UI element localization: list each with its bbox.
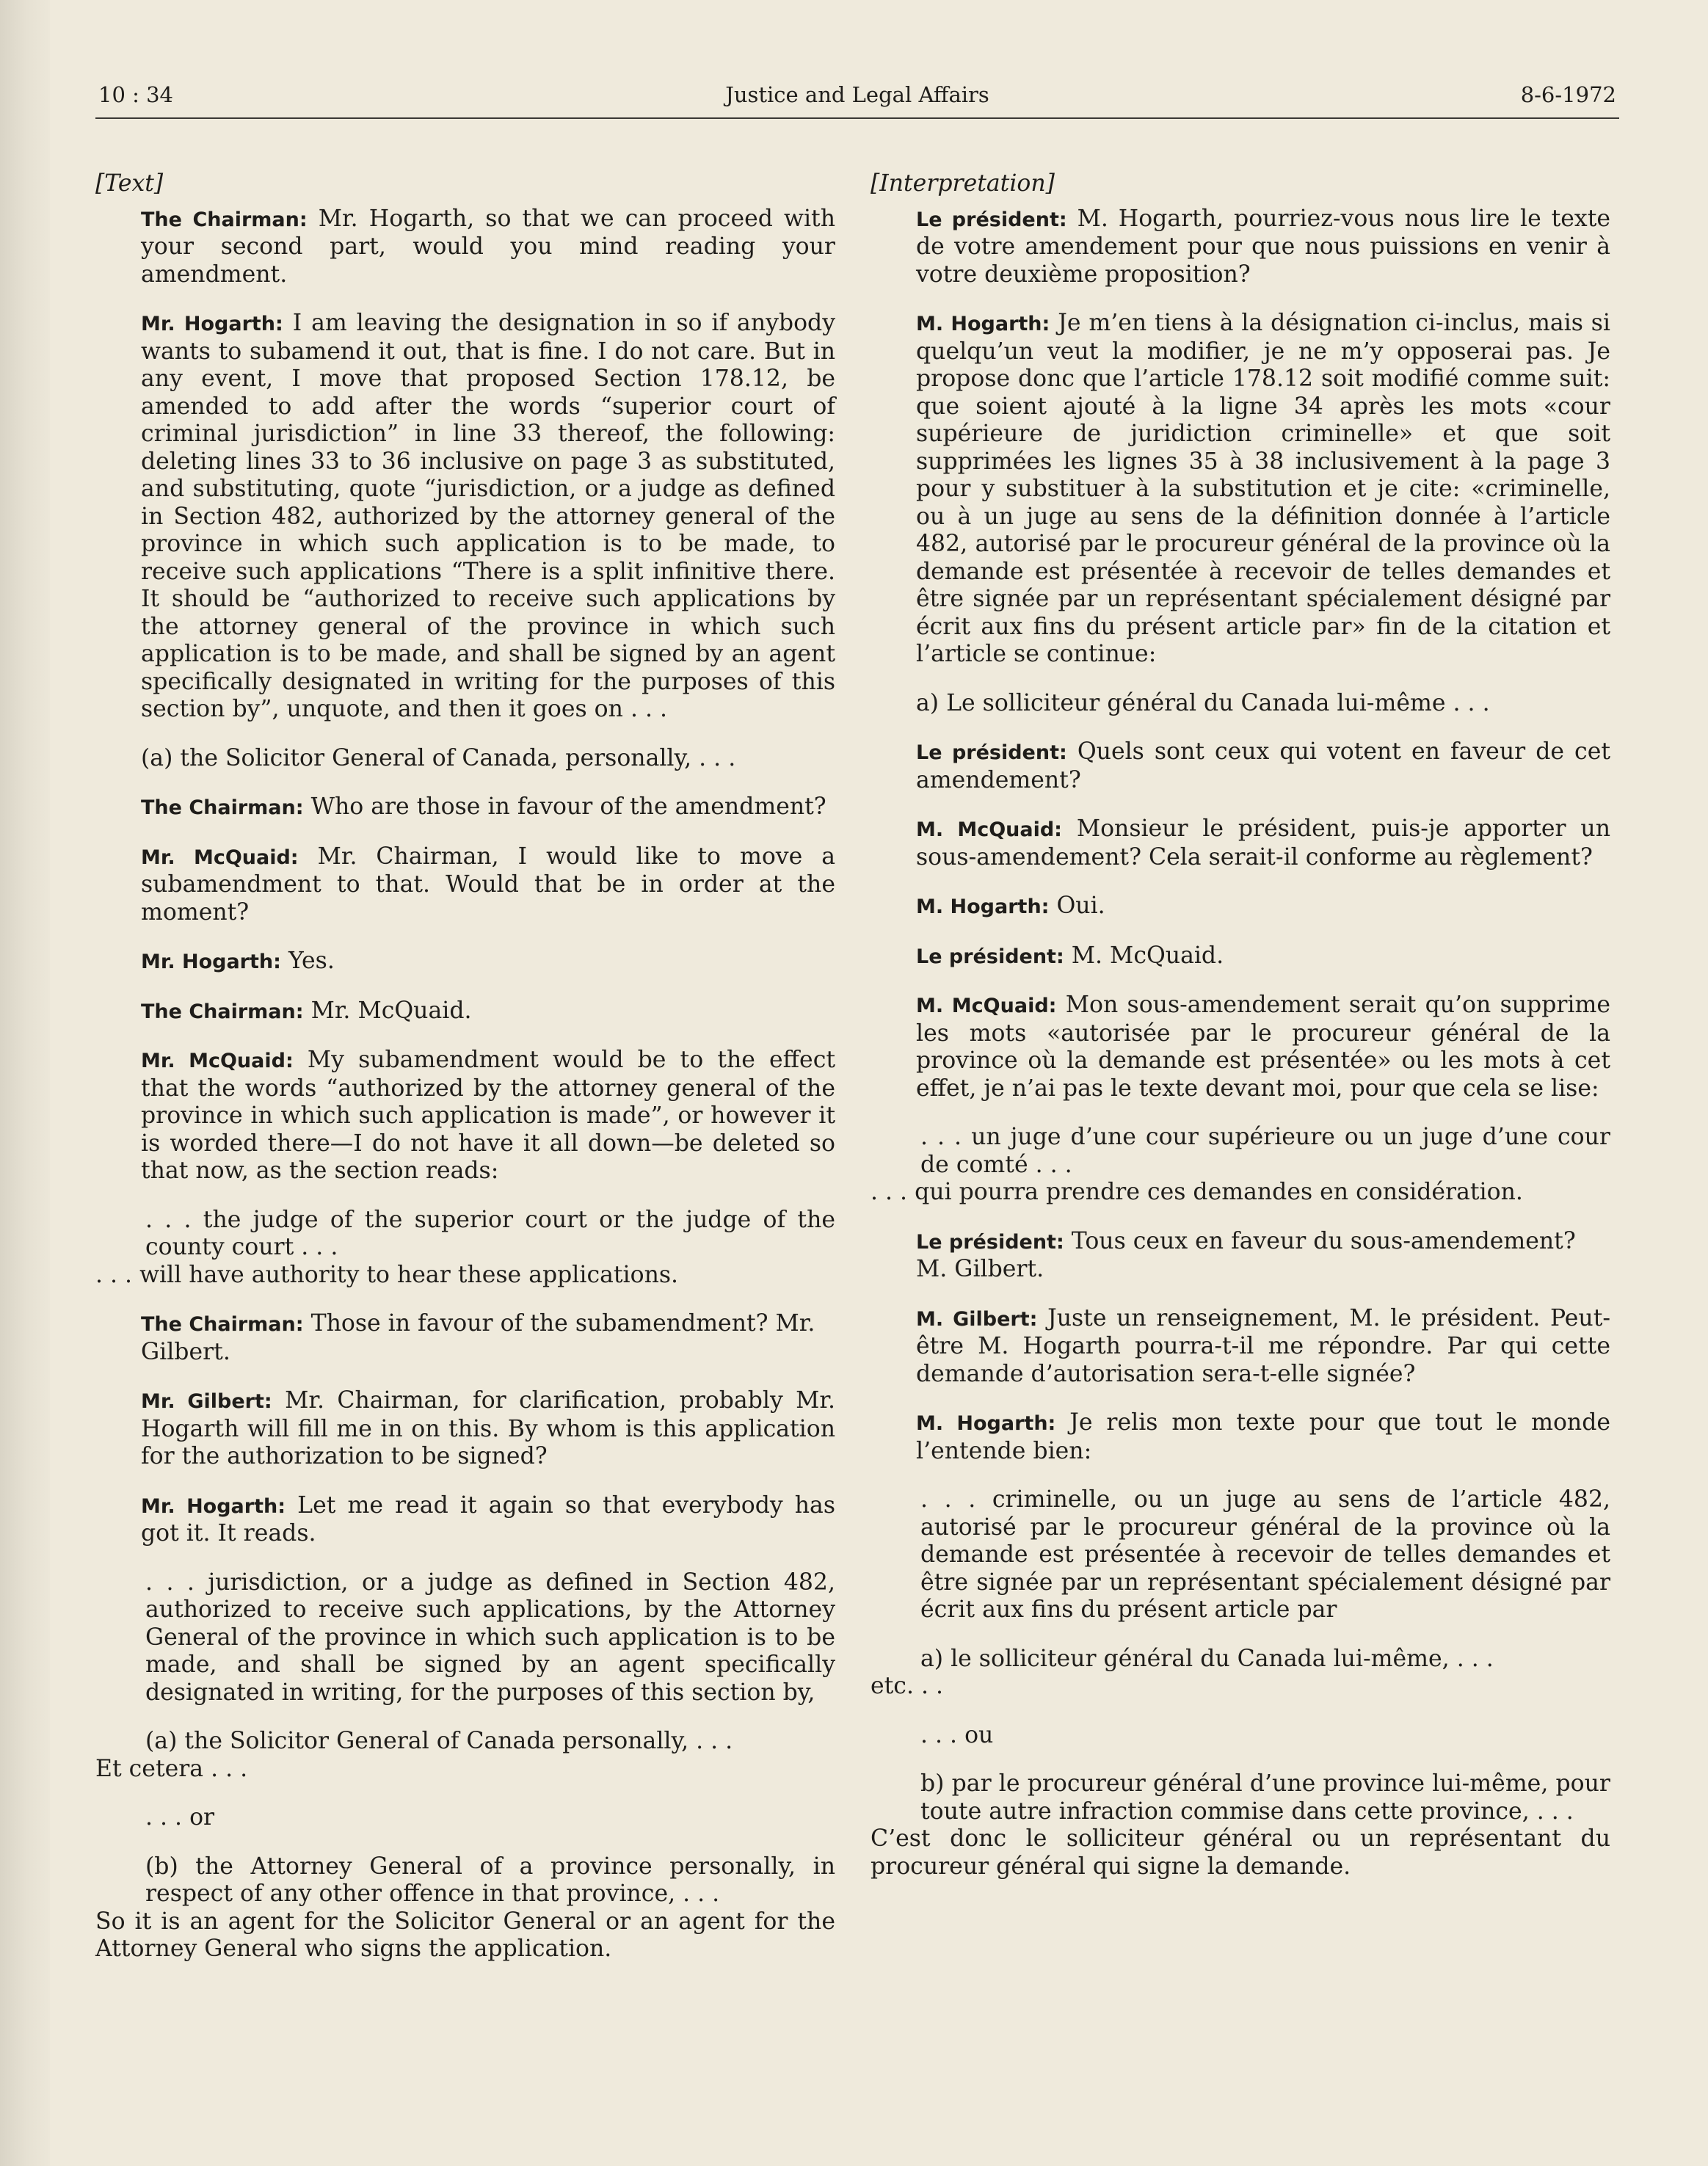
speech-text: Yes.	[288, 948, 335, 974]
speaker-name: Mr. Hogarth:	[141, 313, 283, 335]
quoted-item	[871, 690, 1610, 718]
english-column	[95, 170, 835, 1985]
speech-paragraph	[95, 1047, 835, 1185]
quoted-text: (a) the Solicitor General of Canada personally, . . .	[145, 1728, 733, 1754]
speech-block	[95, 1047, 835, 1185]
speaker-name: Le président:	[916, 741, 1067, 764]
speech-text: Those in favour of the subamendment? Mr. Gilbert.	[141, 1310, 815, 1365]
page-binding-edge	[0, 0, 50, 2166]
speech-paragraph	[871, 893, 1610, 921]
quoted-text: . . . the judge of the superior court or the judge of the county court . . .	[145, 1206, 835, 1260]
speech-block	[871, 942, 1610, 971]
speech-text: Mr. Hogarth, so that we can proceed with your second part, would you mind reading your amendment.	[141, 205, 835, 288]
speaker-name: M. Hogarth:	[916, 895, 1050, 918]
speech-block	[95, 948, 835, 976]
quoted-item	[95, 1728, 835, 1783]
quoted-item	[95, 1804, 835, 1832]
speech-text: Mr. Chairman, for clarification, probably Mr. Hogarth will fill me in on this. By whom is this application for the authorization to be signed?	[141, 1387, 836, 1469]
speech-text: Mr. McQuaid.	[310, 997, 472, 1024]
speech-block	[871, 1228, 1610, 1284]
speech-text: Tous ceux en faveur du sous-amendement? M. Gilbert.	[916, 1227, 1576, 1282]
speaker-name: M. McQuaid:	[916, 818, 1062, 841]
continuation-text: . . . will have authority to hear these applications.	[95, 1261, 679, 1288]
speech-paragraph	[871, 1228, 1610, 1284]
speech-block	[871, 992, 1610, 1102]
quoted-item	[95, 1853, 835, 1963]
speech-paragraph	[95, 1492, 835, 1548]
continuation-text: So it is an agent for the Solicitor General or an agent for the Attorney General who signs the application.	[95, 1908, 835, 1962]
continuation-text: C’est donc le solliciteur général ou un représentant du procureur général qui signe la demande.	[871, 1825, 1610, 1880]
speech-text: I am leaving the designation in so if anybody wants to subamend it out, that is fine. I do not care. But in any event, I move that proposed Section 178.12, be amended to add after the words “superior court of criminal jurisdiction” in line 33 thereof, the following: deleting lines 33 to 36 inclusive on page 3 as substituted, and substituting, quote “jurisdiction, or a judge as defined in Section 482, authorized by the attorney general of the province in which such application is to be made, to receive such applications “There is a split infinitive there. It should be “authorized to receive such applications by the attorney general of the province in which such application is to be made, and shall be signed by an agent specifically designated in writing for the purposes of this section by”, unquote, and then it goes on . . .	[141, 310, 835, 722]
speech-block	[871, 1409, 1610, 1465]
speaker-name: Le président:	[916, 1230, 1064, 1254]
speech-paragraph	[95, 997, 835, 1026]
quoted-text: a) le solliciteur général du Canada lui-même, . . .	[920, 1645, 1494, 1672]
quoted-item	[95, 1569, 835, 1707]
speech-paragraph	[95, 843, 835, 927]
speaker-name: Mr. Hogarth:	[141, 1494, 286, 1518]
speech-text: M. Hogarth, pourriez-vous nous lire le texte de votre amendement pour que nous puissions en venir à votre deuxième proposition?	[916, 205, 1610, 288]
continuation-text: etc. . .	[871, 1673, 944, 1699]
speaker-name: M. Gilbert:	[916, 1307, 1038, 1331]
speech-paragraph	[871, 206, 1610, 289]
speech-paragraph	[95, 206, 835, 289]
speech-text: Je m’en tiens à la désignation ci-inclus, mais si quelqu’un veut la modifier, je ne m’y opposerai pas. Je propose donc que l’article 178.12 soit modifié comme suit: que soient ajouté à la ligne 34 après les mots «cour supérieure de juridiction criminelle» et que soit supprimées les lignes 35 à 38 inclusivement à la page 3 pour y substituer à la substitution et je cite: «criminelle, ou à un juge au sens de la définition donnée à l’article 482, autorisé par le procureur général de la province où la demande est présentée à recevoir de telles demandes et être signée par un représentant spécialement désigné par écrit aux fins du présent article par» fin de la citation et l’article se continue:	[916, 310, 1610, 667]
speaker-name: The Chairman:	[141, 1000, 304, 1023]
speaker-name: The Chairman:	[141, 1313, 304, 1336]
speech-paragraph	[95, 948, 835, 976]
continuation-text: Et cetera . . .	[95, 1755, 248, 1782]
speech-text: M. McQuaid.	[1071, 942, 1224, 969]
speaker-name: The Chairman:	[141, 208, 308, 231]
speech-paragraph	[871, 992, 1610, 1102]
speech-paragraph	[871, 1409, 1610, 1465]
speech-text: Mr. Chairman, I would like to move a subamendment to that. Would that be in order at the moment?	[141, 843, 836, 926]
speech-text: Juste un renseignement, M. le président. Peut-être M. Hogarth pourra-t-il me répondre. Par qui cette demande d’autorisation sera-t-elle signée?	[916, 1304, 1611, 1387]
speech-text: Who are those in favour of the amendment?	[310, 793, 826, 820]
quoted-item	[95, 745, 835, 773]
quoted-text: (b) the Attorney General of a province personally, in respect of any other offence in that province, . . .	[145, 1853, 835, 1907]
speaker-name: M. Hogarth:	[916, 313, 1050, 335]
speech-paragraph	[871, 1305, 1610, 1389]
speech-block	[871, 738, 1610, 794]
speech-paragraph	[871, 310, 1610, 669]
speech-block	[95, 997, 835, 1026]
speaker-name: Mr. Hogarth:	[141, 951, 281, 973]
speaker-name: Le président:	[916, 208, 1067, 231]
running-title: Justice and Legal Affairs	[725, 82, 989, 107]
speech-block	[95, 843, 835, 927]
continuation-text: . . . qui pourra prendre ces demandes en considération.	[871, 1179, 1523, 1205]
quoted-item	[95, 1207, 835, 1290]
section-label: [Interpretation]	[871, 170, 1055, 197]
quoted-text: . . . or	[145, 1804, 215, 1831]
speaker-name: Mr. McQuaid:	[141, 846, 299, 869]
speaker-name: M. Hogarth:	[916, 1412, 1056, 1435]
quoted-text: . . . un juge d’une cour supérieure ou un juge d’une cour de comté . . .	[920, 1124, 1610, 1178]
speech-paragraph	[871, 942, 1610, 971]
speech-text: Je relis mon texte pour que tout le monde l’entende bien:	[916, 1409, 1611, 1464]
quoted-text: . . . criminelle, ou un juge au sens de l’article 482, autorisé par le procureur général de la province où la demande est présentée à recevoir de telles demandes et être signée par un représentant spécialement désigné par écrit aux fins du présent article par	[920, 1486, 1610, 1623]
speech-paragraph	[95, 310, 835, 724]
speech-text: Quels sont ceux qui votent en faveur de cet amendement?	[916, 738, 1610, 793]
quoted-item	[871, 1486, 1610, 1624]
quoted-text: . . . ou	[920, 1721, 994, 1748]
quoted-item	[871, 1646, 1610, 1701]
page-header	[95, 82, 1619, 119]
speech-text: My subamendment would be to the effect that the words “authorized by the attorney general of the province in which such application is made”, or however it is worded there—I do not have it all down—be deleted so that now, as the section reads:	[141, 1047, 835, 1184]
speech-paragraph	[95, 1387, 835, 1471]
speech-block	[95, 793, 835, 822]
speech-text: Let me read it again so that everybody has got it. It reads.	[141, 1491, 835, 1547]
speech-block	[95, 310, 835, 724]
speech-block	[871, 310, 1610, 669]
speech-block	[871, 1305, 1610, 1389]
quoted-item	[871, 1124, 1610, 1207]
speech-block	[871, 206, 1610, 289]
speech-block	[95, 1387, 835, 1471]
quoted-text: a) Le solliciteur général du Canada lui-même . . .	[916, 689, 1490, 716]
page-number: 10 : 34	[98, 82, 174, 107]
quoted-text: (a) the Solicitor General of Canada, personally, . . .	[141, 744, 736, 771]
quoted-text: b) par le procureur général d’une province lui-même, pour toute autre infraction commise dans cette province, . . .	[920, 1770, 1610, 1825]
speech-block	[871, 893, 1610, 921]
speech-paragraph	[95, 1310, 835, 1366]
section-label: [Text]	[95, 170, 164, 197]
speaker-name: Mr. McQuaid:	[141, 1050, 294, 1072]
quoted-item	[871, 1770, 1610, 1880]
speaker-name: Mr. Gilbert:	[141, 1390, 272, 1413]
header-date: 8-6-1972	[1520, 82, 1616, 107]
french-column	[871, 170, 1610, 1902]
speech-paragraph	[871, 815, 1610, 871]
speech-text: Monsieur le président, puis-je apporter un sous-amendement? Cela serait-il conforme au règlement?	[916, 815, 1611, 871]
speech-block	[95, 1492, 835, 1548]
speaker-name: The Chairman:	[141, 796, 304, 819]
quoted-text: . . . jurisdiction, or a judge as defined in Section 482, authorized to receive such applications, by the Attorney General of the province in which such application is to be made, and shall be signed by an agent specifically designated in writing, for the purposes of this section by,	[145, 1569, 835, 1706]
speech-paragraph	[871, 738, 1610, 794]
speaker-name: Le président:	[916, 945, 1064, 968]
speech-block	[95, 206, 835, 289]
speech-text: Mon sous-amendement serait qu’on supprime les mots «autorisée par le procureur général de la province où la demande est présentée» ou les mots à cet effet, je n’ai pas le texte devant moi, pour que cela se lise:	[916, 992, 1610, 1102]
speech-text: Oui.	[1056, 893, 1105, 919]
speech-block	[95, 1310, 835, 1366]
speech-paragraph	[95, 793, 835, 822]
speech-block	[871, 815, 1610, 871]
quoted-item	[871, 1722, 1610, 1750]
speaker-name: M. McQuaid:	[916, 995, 1057, 1017]
